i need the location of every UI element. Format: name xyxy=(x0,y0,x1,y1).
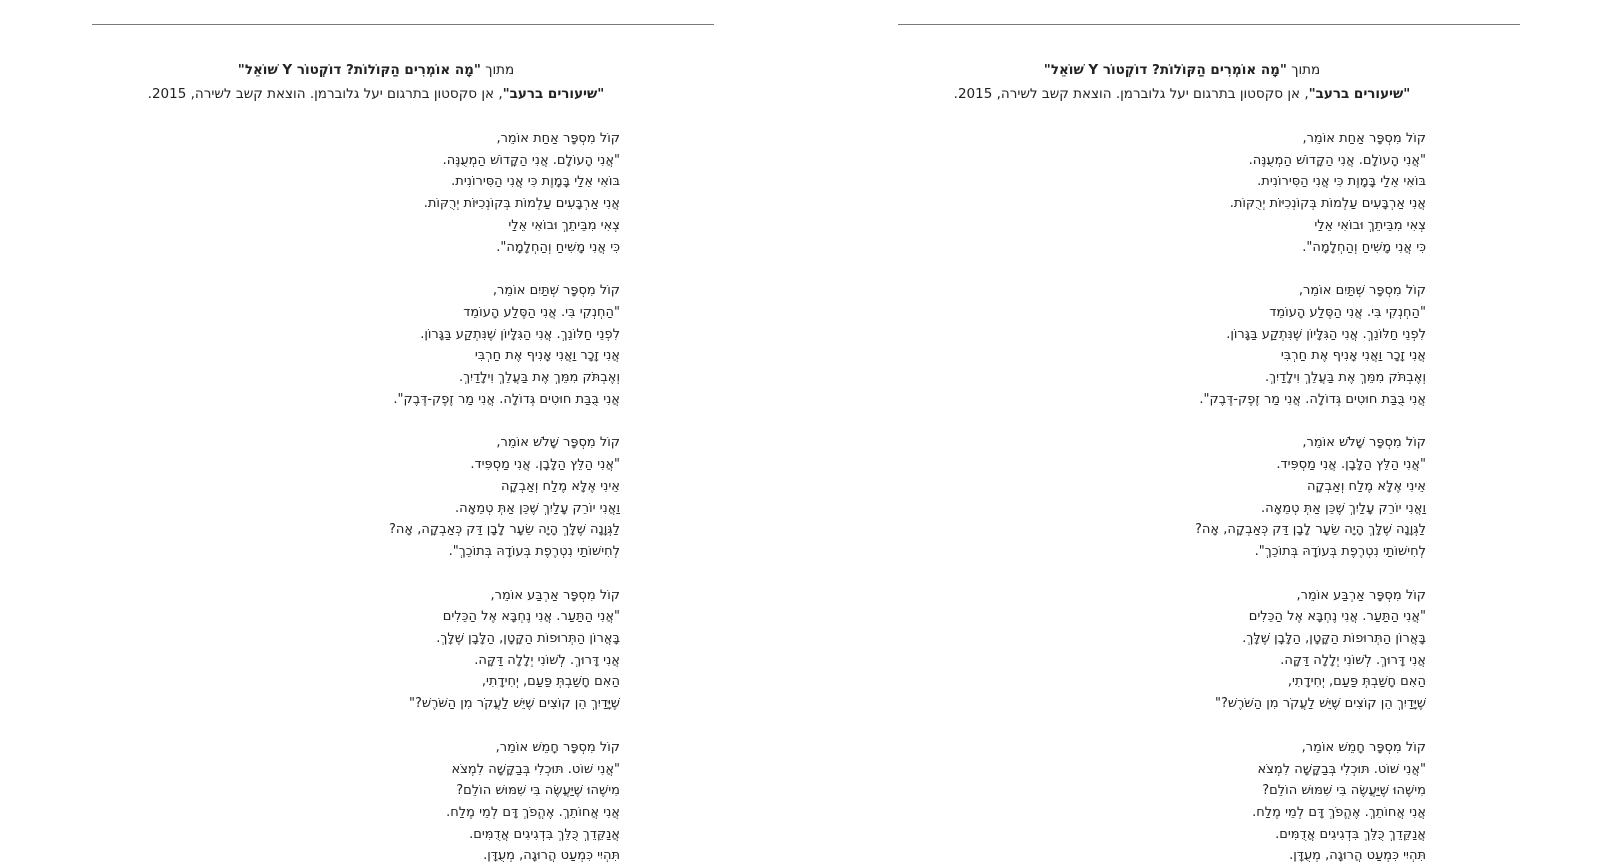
poem-line: אֲנִי אַרְבָּעִים עַלְמוֹת בְּקוֹנְכִיּוֹת יְרֻקּוֹת. xyxy=(423,196,620,212)
page-divider-line xyxy=(898,24,1520,25)
poem-line: שֶׁיָּדַיִךְ הֵן קוֹצִים שֶׁיֵּשׁ לַעֲקֹר מִן הַשֹּׁרֶשׁ?" xyxy=(409,696,620,712)
poem-stanza xyxy=(192,280,620,410)
poem-line: אֵינִי אֶלָּא מֶלַח וְאַבְקָה xyxy=(500,478,620,494)
poem-stanza xyxy=(192,432,620,562)
source-credits: , אן סקסטון בתרגום יעל גלוברמן. הוצאת קשב לשירה, 2015. xyxy=(147,86,503,102)
poem-line: אֲנִי בֻּבַּת חוּטִים גְּדוֹלָה. אֲנִי מַר זֶפֶק-דֶּבֶק". xyxy=(393,391,620,407)
poem-stanza xyxy=(192,585,620,715)
poem-line: בָּאֲרוֹן הַתְּרוּפוֹת הַקָּטָן, הַלָּבָן שֶׁלָּךְ. xyxy=(436,631,620,647)
poem-line: צְאִי מִבֵּיתֵךְ וּבוֹאִי אֵלַי xyxy=(1314,217,1426,233)
document-page-right xyxy=(898,0,1522,868)
poem-line: "אֲנִי הַתַּעַר. אֲנִי נֶחְבָּא אֶל הַכֵּלִים xyxy=(1248,609,1426,625)
poem-line: אֲנִי זָכָר וַאֲנִי אָנִיף אֶת חַרְבִּי xyxy=(1280,348,1426,364)
poem-line: לַגְּוָנָה שֶׁלָּךְ הָיָה שֵׂעָר לָבָן דַּק כְּאַבְקָה, אָה? xyxy=(1195,522,1426,538)
poem-stanza xyxy=(998,280,1426,410)
poem-line: בָּאֲרוֹן הַתְּרוּפוֹת הַקָּטָן, הַלָּבָן שֶׁלָּךְ. xyxy=(1242,631,1426,647)
poem-line: אֵינִי אֶלָּא מֶלַח וְאַבְקָה xyxy=(1306,478,1426,494)
source-prefix: מתוך xyxy=(485,62,515,78)
poem-line: מִישֶׁהוּ שֶׁיַּעֲשֶׂה בִּי שִׁמּוּשׁ הוֹלֵם? xyxy=(1262,783,1426,799)
book-title: "שיעורים ברעב" xyxy=(1308,86,1411,102)
source-title-line xyxy=(898,58,1466,82)
page-divider-line xyxy=(92,24,714,25)
poem-body xyxy=(998,128,1426,868)
source-prefix: מתוך xyxy=(1291,62,1321,78)
poem-line: קוֹל מִסְפָּר אַרְבַּע אוֹמֵר, xyxy=(490,587,620,603)
poem-line: "אֲנִי הַתַּעַר. אֲנִי נֶחְבָּא אֶל הַכֵּלִים xyxy=(442,609,620,625)
poem-line: אֲנִי אַרְבָּעִים עַלְמוֹת בְּקוֹנְכִיּוֹת יְרֻקּוֹת. xyxy=(1229,196,1426,212)
poem-line: אֲנִי דָּרוּךְ. לְשׁוֹנִי יְלָלָה דַּקָּה. xyxy=(474,652,620,668)
poem-line: לִפְנֵי חַלּוֹנֵךְ. אֲנִי הַגִּלָּיוֹן שֶׁנִּתְקַע בַּגָּרוֹן. xyxy=(420,326,620,342)
poem-line: צְאִי מִבֵּיתֵךְ וּבוֹאִי אֵלַי xyxy=(508,217,620,233)
poem-line: שֶׁיָּדַיִךְ הֵן קוֹצִים שֶׁיֵּשׁ לַעֲקֹר מִן הַשֹּׁרֶשׁ?" xyxy=(1215,696,1426,712)
poem-stanza xyxy=(998,432,1426,562)
poem-line: "הַחְנְקִי בִּי. אֲנִי הַסֶּלַע הָעוֹמֵד xyxy=(1269,304,1426,320)
poem-line: וַאֲנִי יוֹרֵק עָלַיִךְ שֶׁכֵּן אַתְּ טְמֵאָה. xyxy=(455,500,620,516)
poem-line: הַאִם חָשַׁבְתְּ פַּעַם, יְחִידָתִי, xyxy=(481,674,620,690)
poem-line: לְחִישׁוֹתַי נִטְרֶפֶת בְּעוֹדָהּ בְּתוֹכֵךְ". xyxy=(1254,543,1426,559)
poem-line: קוֹל מִסְפָּר אַרְבַּע אוֹמֵר, xyxy=(1296,587,1426,603)
poem-line: קוֹל מִסְפָּר שָׁלֹשׁ אוֹמֵר, xyxy=(1302,435,1426,451)
poem-line: קוֹל מִסְפָּר שְׁתַּיִם אוֹמֵר, xyxy=(492,283,620,299)
poem-body xyxy=(192,128,620,868)
poem-line: אֲנִי זָכָר וַאֲנִי אָנִיף אֶת חַרְבִּי xyxy=(474,348,620,364)
poem-line: תִּהְיִי כִּמְעַט הֲרוּגָה, מְעֻדָּן. xyxy=(1289,848,1426,864)
poem-line: אֲנִי בֻּבַּת חוּטִים גְּדוֹלָה. אֲנִי מַר זֶפֶק-דֶּבֶק". xyxy=(1199,391,1426,407)
poem-stanza xyxy=(998,128,1426,258)
poem-line: אֲנַקֵּדֵךְ כֻּלֵּךְ בִּדְגִיגִים אֲדֻמִּים. xyxy=(1275,826,1426,842)
poem-stanza xyxy=(192,128,620,258)
source-credits-line xyxy=(898,82,1466,106)
poem-line: קוֹל מִסְפָּר חָמֵשׁ אוֹמֵר, xyxy=(1301,739,1426,755)
poem-line: מִישֶׁהוּ שֶׁיַּעֲשֶׂה בִּי שִׁמּוּשׁ הוֹלֵם? xyxy=(456,783,620,799)
poem-line: וַאֲנִי יוֹרֵק עָלַיִךְ שֶׁכֵּן אַתְּ טְמֵאָה. xyxy=(1261,500,1426,516)
poem-line: לְחִישׁוֹתַי נִטְרֶפֶת בְּעוֹדָהּ בְּתוֹכֵךְ". xyxy=(448,543,620,559)
poem-line: וְאֶבְתֹּק מִמֵּךְ אֶת בַּעֲלֵךְ וִילָדַיִךְ. xyxy=(1264,370,1426,386)
poem-line: אֲנִי אֲחוֹתֵךְ. אֶהֱפֹךְ דָּם לְמֵי מֶלַח. xyxy=(1252,804,1426,820)
poem-line: "אֲנִי הַלֵּץ הַלָּבָן. אֲנִי מַסְפִּיד. xyxy=(1276,457,1426,473)
poem-line: אֲנַקֵּדֵךְ כֻּלֵּךְ בִּדְגִיגִים אֲדֻמִּים. xyxy=(469,826,620,842)
poem-line: "הַחְנְקִי בִּי. אֲנִי הַסֶּלַע הָעוֹמֵד xyxy=(463,304,620,320)
poem-line: קוֹל מִסְפָּר אַחַת אוֹמֵר, xyxy=(496,131,620,146)
source-credits-line xyxy=(92,82,660,106)
poem-line: בּוֹאִי אֵלַי בָּמָוֶת כִּי אֲנִי הַסִּירוֹנִית. xyxy=(451,174,620,190)
poem-line: כִּי אֲנִי מָשִׁיחַ וְהַחְלָמָה". xyxy=(1302,239,1426,255)
poem-line: וְאֶבְתֹּק מִמֵּךְ אֶת בַּעֲלֵךְ וִילָדַיִךְ. xyxy=(458,370,620,386)
poem-line: אֲנִי אֲחוֹתֵךְ. אֶהֱפֹךְ דָּם לְמֵי מֶלַח. xyxy=(446,804,620,820)
poem-stanza xyxy=(998,737,1426,867)
poem-line: אֲנִי דָּרוּךְ. לְשׁוֹנִי יְלָלָה דַּקָּה. xyxy=(1280,652,1426,668)
poem-title: "מָה אוֹמְרִים הַקּוֹלוֹת? דוֹקְטוֹר Y שׁוֹאֵל" xyxy=(1043,62,1287,78)
source-title-line xyxy=(92,58,660,82)
poem-line: הַאִם חָשַׁבְתְּ פַּעַם, יְחִידָתִי, xyxy=(1287,674,1426,690)
book-title: "שיעורים ברעב" xyxy=(502,86,605,102)
poem-title: "מָה אוֹמְרִים הַקּוֹלוֹת? דוֹקְטוֹר Y שׁוֹאֵל" xyxy=(237,62,481,78)
source-header xyxy=(898,58,1466,106)
poem-line: לִפְנֵי חַלּוֹנֵךְ. אֲנִי הַגִּלָּיוֹן שֶׁנִּתְקַע בַּגָּרוֹן. xyxy=(1226,326,1426,342)
source-header xyxy=(92,58,660,106)
document-page-left xyxy=(92,0,716,868)
poem-stanza xyxy=(998,585,1426,715)
poem-line: קוֹל מִסְפָּר אַחַת אוֹמֵר, xyxy=(1302,131,1426,146)
poem-line: "אֲנִי שׁוֹט. תּוּכְלִי בְּבַקָּשָׁה לִמְצֹא xyxy=(1257,761,1426,777)
poem-line: "אֲנִי הָעוֹלָם. אֲנִי הַקָּדוֹשׁ הַמְעֻנֶּה. xyxy=(442,152,620,168)
poem-line: תִּהְיִי כִּמְעַט הֲרוּגָה, מְעֻדָּן. xyxy=(483,848,620,864)
poem-line: "אֲנִי הָעוֹלָם. אֲנִי הַקָּדוֹשׁ הַמְעֻנֶּה. xyxy=(1248,152,1426,168)
poem-stanza xyxy=(192,737,620,867)
poem-line: קוֹל מִסְפָּר חָמֵשׁ אוֹמֵר, xyxy=(495,739,620,755)
source-credits: , אן סקסטון בתרגום יעל גלוברמן. הוצאת קשב לשירה, 2015. xyxy=(953,86,1309,102)
poem-line: לַגְּוָנָה שֶׁלָּךְ הָיָה שֵׂעָר לָבָן דַּק כְּאַבְקָה, אָה? xyxy=(389,522,620,538)
poem-line: "אֲנִי שׁוֹט. תּוּכְלִי בְּבַקָּשָׁה לִמְצֹא xyxy=(451,761,620,777)
poem-line: "אֲנִי הַלֵּץ הַלָּבָן. אֲנִי מַסְפִּיד. xyxy=(470,457,620,473)
poem-line: קוֹל מִסְפָּר שְׁתַּיִם אוֹמֵר, xyxy=(1298,283,1426,299)
poem-line: בּוֹאִי אֵלַי בָּמָוֶת כִּי אֲנִי הַסִּירוֹנִית. xyxy=(1257,174,1426,190)
poem-line: קוֹל מִסְפָּר שָׁלֹשׁ אוֹמֵר, xyxy=(496,435,620,451)
poem-line: כִּי אֲנִי מָשִׁיחַ וְהַחְלָמָה". xyxy=(496,239,620,255)
